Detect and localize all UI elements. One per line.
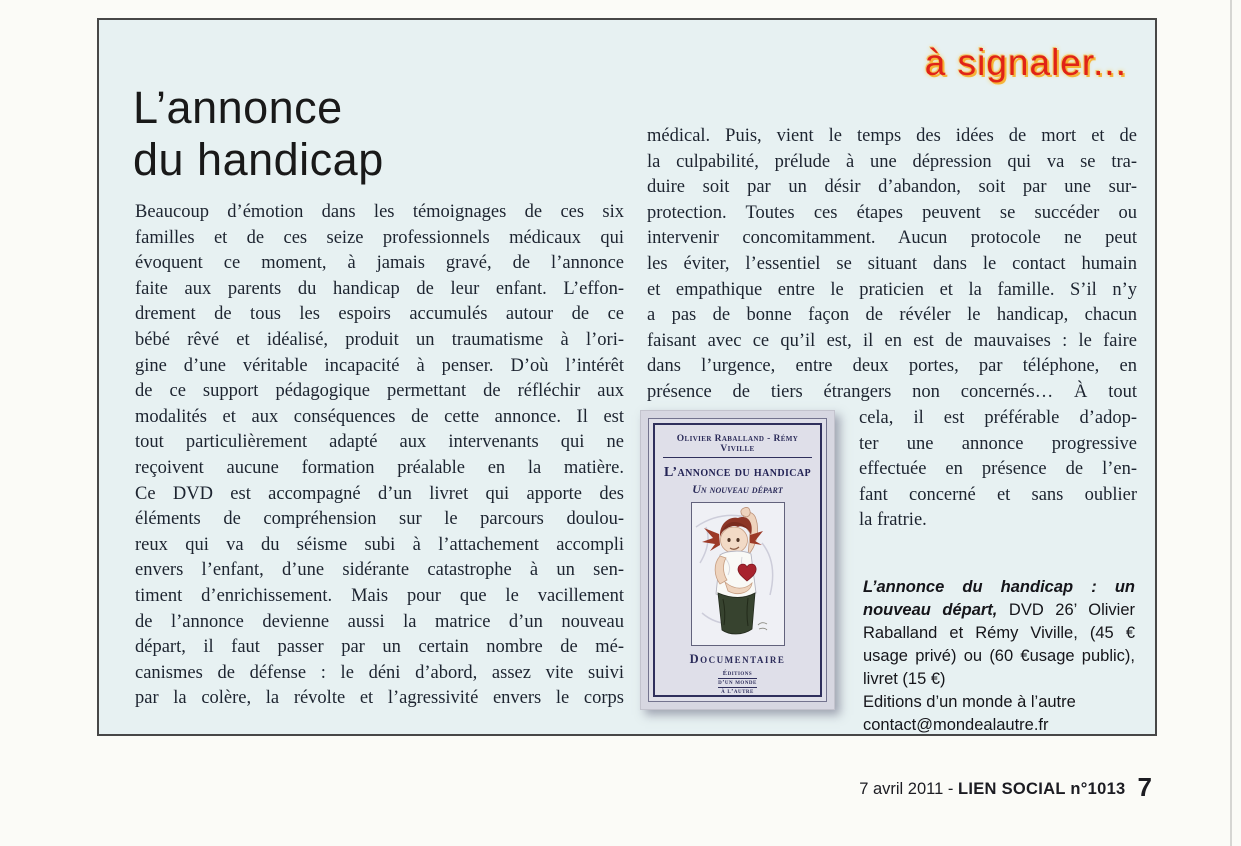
text-line: départ, il faut passer par un certain nombre de mé-: [135, 637, 624, 658]
dvd-publisher-line: à l’autre: [718, 688, 757, 697]
dvd-cover-frame: [653, 423, 822, 697]
text-line: effectuée en présence de l’en-: [859, 459, 1137, 480]
article-title-line-2: du handicap: [133, 134, 384, 185]
dvd-title: L’annonce du handicap: [663, 465, 811, 480]
text-line: présence de tiers étrangers non concernés… À tout: [647, 381, 1137, 402]
text-line: évoquent ce moment, à jamais gravé, de l’annonce: [135, 253, 624, 274]
text-line: médical. Puis, vient le temps des idées de mort et de: [647, 126, 1137, 146]
footer-magazine: LIEN SOCIAL n°1013: [957, 780, 1126, 798]
text-line: timent d’enrichissement. Mais pour que le vacillement: [135, 585, 624, 606]
article-title-line-1: L’annonce: [133, 82, 343, 133]
caption-details: DVD 26’ Olivier Raballand et Rémy Viville, (45 € usage privé) ou (60 €usage public), livret (15 €): [863, 601, 1135, 688]
text-line: reux qui va du séisme subi à l’attachement accompli: [135, 534, 624, 555]
text-line: de l’annonce devienne aussi la matrice d’un nouveau: [135, 611, 624, 632]
article-panel: [97, 18, 1157, 736]
text-line: la culpabilité, prélude à une dépression qui va se tra-: [647, 151, 1137, 172]
text-line: protection. Toutes ces étapes peuvent se succéder ou: [647, 202, 1137, 223]
text-line: la fratrie.: [859, 510, 927, 531]
dvd-publisher-logo: [718, 670, 757, 697]
text-line: intervenir concomitamment. Aucun protocole ne peut: [647, 228, 1137, 249]
text-line: bébé rêvé et idéalisé, produit un traumatisme à l’ori-: [135, 329, 624, 350]
dvd-cover-inner: [648, 418, 827, 702]
text-line: Ce DVD est accompagné d’un livret qui apporte des: [135, 483, 624, 504]
text-line: les éviter, l’essentiel se situant dans le contact humain: [647, 253, 1137, 274]
scan-page-edge-line: [1230, 0, 1232, 846]
text-line: faisant avec ce qu’il est, il en est de mauvaises : le faire: [647, 330, 1137, 351]
body-column-right: [647, 124, 1137, 406]
article-title: [133, 82, 384, 186]
text-line: Beaucoup d’émotion dans les témoignages de ces six: [135, 202, 624, 222]
caption-lead: [863, 576, 1135, 691]
dvd-genre: Documentaire: [689, 652, 786, 666]
text-line: ter une annonce progressive: [859, 433, 1137, 454]
text-line: familles et de ces seize professionnels médicaux qui: [135, 227, 624, 248]
text-line: modalités et aux conséquences de cette annonce. Il est: [135, 406, 624, 427]
text-line: par la colère, la révolte et l’agressivité envers le corps: [135, 688, 624, 709]
dvd-subtitle: Un nouveau départ: [692, 482, 783, 496]
caption-contact: contact@mondealautre.fr: [863, 716, 1049, 734]
text-line: reçoivent aucune formation préalable en la matière.: [135, 457, 624, 478]
text-line: de ce support pédagogique permettant de réfléchir aux: [135, 381, 624, 402]
section-label: à signaler...: [924, 42, 1127, 83]
dvd-illustration: [691, 502, 785, 646]
page-footer: [0, 772, 1152, 803]
text-line: tout particulièrement adapté aux intervenants qui ne: [135, 432, 624, 453]
text-line: a pas de bonne façon de révéler le handicap, chacun: [647, 305, 1137, 326]
dvd-publisher-line: Éditions: [718, 670, 757, 679]
text-line: éléments de compréhension sur le parcours doulou-: [135, 509, 624, 530]
text-line: canismes de défense : le déni d’abord, assez vite suivi: [135, 662, 624, 683]
text-line: envers l’enfant, d’une sidérante catastrophe à un sen-: [135, 560, 624, 581]
dvd-cover: [640, 410, 835, 710]
text-line: fant concerné et sans oublier: [859, 484, 1137, 505]
caption-publisher: Editions d’un monde à l’autre: [863, 693, 1076, 711]
footer-date: 7 avril 2011 -: [859, 780, 958, 798]
body-column-left: [135, 200, 624, 712]
body-column-wrap: [859, 406, 1137, 534]
text-line: cela, il est préférable d’adop-: [859, 408, 1137, 428]
child-illustration: [692, 503, 784, 645]
dvd-publisher-line: d’un monde: [718, 679, 757, 686]
footer-page-number: 7: [1137, 772, 1152, 802]
caption-title: L’annonce du handicap : un nouveau départ,: [863, 578, 1135, 619]
text-line: et empathique entre le praticien et la famille. S’il n’y: [647, 279, 1137, 300]
text-line: gine d’une véritable incapacité à penser. D’où l’intérêt: [135, 355, 624, 376]
text-line: duire soit par un désir d’abandon, soit par une sur-: [647, 177, 1137, 198]
text-line: faite aux parents du handicap de leur enfant. L’effon-: [135, 278, 624, 299]
text-line: dans l’urgence, entre deux portes, par téléphone, en: [647, 356, 1137, 377]
text-line: drement de tous les espoirs accumulés autour de ce: [135, 304, 624, 325]
dvd-caption: [863, 576, 1135, 737]
dvd-authors: Olivier Raballand - Rémy Viville: [663, 434, 812, 458]
